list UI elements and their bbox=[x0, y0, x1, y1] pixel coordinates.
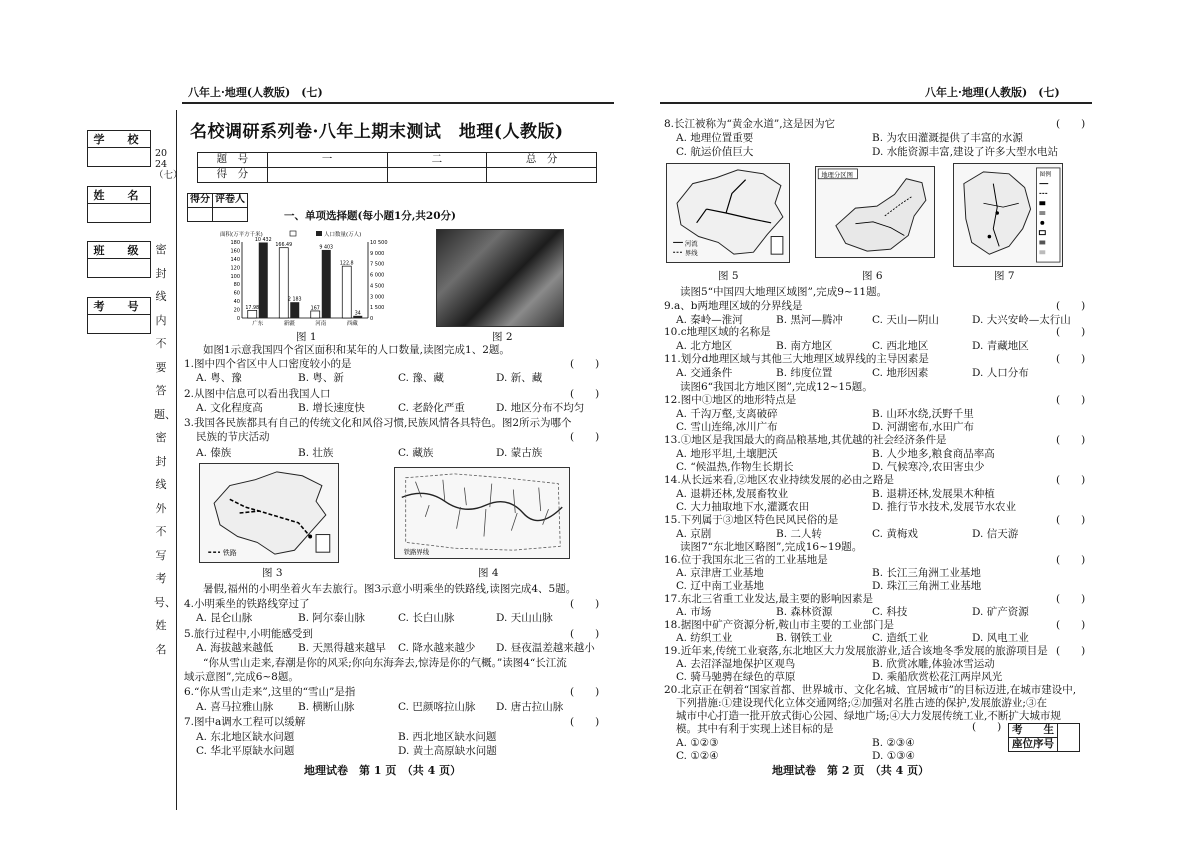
figure-4-caption: 图 4 bbox=[478, 567, 499, 579]
seat-row-1 bbox=[1009, 724, 1080, 738]
grader-score-label: 得分 bbox=[188, 194, 213, 208]
chart-data-label-area: 166.49 bbox=[275, 243, 293, 249]
chart-y-right-tick: 3 000 bbox=[370, 294, 385, 301]
q12-option-b[interactable]: B. 山环水绕,沃野千里 bbox=[872, 408, 974, 420]
chart-category-label: 新疆 bbox=[283, 321, 295, 327]
chart-data-label-population: 34 bbox=[354, 311, 361, 317]
figure-6-title: 地理分区图 bbox=[821, 171, 853, 179]
chart-y-left-tick: 20 bbox=[233, 307, 240, 314]
q20-option-b[interactable]: B. ②③④ bbox=[872, 737, 915, 749]
class-input[interactable] bbox=[88, 259, 150, 277]
chart-y-left-tick: 100 bbox=[230, 273, 240, 280]
intro-q12-15: 读图6“我国北方地区图”,完成12~15题。 bbox=[680, 381, 873, 393]
question-4-stem: 4.小明乘坐的铁路线穿过了 bbox=[184, 598, 310, 610]
chart-y-left-tick: 80 bbox=[233, 282, 240, 289]
intro-q9-11: 读图5“中国四大地理区域图”,完成9~11题。 bbox=[680, 286, 888, 298]
chart-category-label: 河南 bbox=[315, 321, 327, 327]
header-rule-right bbox=[660, 102, 1092, 104]
q19-option-a[interactable]: A. 去沼泽湿地保护区观鸟 bbox=[676, 658, 796, 670]
question-19-stem: 19.近年来,传统工业衰落,东北地区大力发展旅游业,适合该地冬季发展的旅游项目是 bbox=[664, 645, 1048, 657]
question-20-stem-line2: 下列措施:①建设现代化立体交通网络;②加强对名胜古迹的保护,发展旅游业;③在 bbox=[676, 697, 1047, 709]
exam-no-input[interactable] bbox=[88, 315, 150, 333]
q13-option-d[interactable]: D. 气候寒冷,农田害虫少 bbox=[872, 461, 985, 473]
q7-option-a[interactable]: A. 东北地区缺水问题 bbox=[196, 731, 295, 743]
figure-3-railway-map bbox=[199, 463, 339, 563]
answer-paren-1[interactable]: ( ) bbox=[570, 358, 600, 370]
footer-left: 地理试卷 第 1 页 （共 4 页） bbox=[304, 764, 462, 777]
score-table-header-row bbox=[198, 153, 597, 168]
exam-no-label: 考 号 bbox=[88, 298, 150, 315]
q6-option-c[interactable]: C. 巴颜喀拉山脉 bbox=[398, 701, 476, 713]
question-5-stem: 5.旅行过程中,小明能感受到 bbox=[184, 628, 313, 640]
answer-paren-9[interactable]: ( ) bbox=[1056, 300, 1086, 312]
figure-7-northeast-map bbox=[953, 163, 1063, 267]
q15-option-c[interactable]: C. 黄梅戏 bbox=[872, 528, 918, 540]
q5-option-d[interactable]: D. 昼夜温差越来越小 bbox=[496, 642, 595, 654]
chart-y-right-tick: 9 000 bbox=[370, 250, 385, 257]
figure-5-legend-border: 界线 bbox=[684, 249, 698, 258]
figure-6-caption: 图 6 bbox=[862, 270, 883, 282]
q3-option-a[interactable]: A. 傣族 bbox=[196, 447, 232, 459]
q19-option-c[interactable]: C. 骑马驰骋在绿色的草原 bbox=[676, 671, 796, 683]
q16-option-d[interactable]: D. 珠江三角洲工业基地 bbox=[872, 580, 982, 592]
q10-option-d[interactable]: D. 青藏地区 bbox=[972, 340, 1029, 352]
q12-option-a[interactable]: A. 千沟万壑,支离破碎 bbox=[676, 408, 778, 420]
answer-paren-16[interactable]: ( ) bbox=[1056, 554, 1086, 566]
chart-y-right-tick: 4 500 bbox=[370, 283, 385, 290]
answer-paren-19[interactable]: ( ) bbox=[1056, 645, 1086, 657]
score-row-label: 得 分 bbox=[198, 168, 268, 183]
q18-option-d[interactable]: D. 风电工业 bbox=[972, 632, 1029, 644]
q8-option-a[interactable]: A. 地理位置重要 bbox=[676, 132, 754, 144]
q8-option-c[interactable]: C. 航运价值巨大 bbox=[676, 146, 754, 158]
answer-paren-12[interactable]: ( ) bbox=[1056, 394, 1086, 406]
figure-5-regions-map bbox=[666, 163, 790, 263]
seal-line bbox=[176, 110, 177, 810]
score-col-part2: 二 bbox=[387, 153, 487, 168]
q17-option-d[interactable]: D. 矿产资源 bbox=[972, 606, 1029, 618]
q19-option-d[interactable]: D. 乘船欣赏松花江两岸风光 bbox=[872, 671, 1003, 683]
answer-paren-14[interactable]: ( ) bbox=[1056, 474, 1086, 486]
q10-option-b[interactable]: B. 南方地区 bbox=[776, 340, 833, 352]
seat-number-input[interactable] bbox=[1058, 724, 1080, 752]
question-7-stem: 7.图中a调水工程可以缓解 bbox=[184, 716, 306, 728]
chart-y-right-tick: 10 500 bbox=[370, 240, 388, 246]
chart-data-label-area: 167 bbox=[310, 306, 320, 312]
chart-bar-population bbox=[322, 250, 331, 318]
figure-1-chart bbox=[218, 228, 394, 330]
q16-option-b[interactable]: B. 长江三角洲工业基地 bbox=[872, 567, 981, 579]
chart-legend-pop: 人口数量(万人) bbox=[324, 232, 362, 238]
chart-bar-area bbox=[342, 266, 351, 318]
grader-score-cell[interactable] bbox=[188, 208, 213, 222]
q4-option-c[interactable]: C. 长白山脉 bbox=[398, 612, 455, 624]
figure-2-caption: 图 2 bbox=[492, 331, 513, 343]
figure-2-photo bbox=[436, 229, 564, 327]
q13-option-c[interactable]: C. “候温热,作物生长期长 bbox=[676, 461, 794, 473]
q11-option-d[interactable]: D. 人口分布 bbox=[972, 367, 1029, 379]
chart-y-left-tick: 0 bbox=[236, 316, 240, 322]
q20-option-d[interactable]: D. ①③④ bbox=[872, 750, 915, 762]
intro-q1-2: 如图1示意我国四个省区面积和某年的人口数量,读图完成1、2题。 bbox=[203, 344, 510, 356]
q7-option-d[interactable]: D. 黄土高原缺水问题 bbox=[398, 745, 497, 757]
school-input[interactable] bbox=[88, 148, 150, 166]
q12-option-d[interactable]: D. 河湖密布,水田广布 bbox=[872, 421, 975, 433]
answer-paren-7[interactable]: ( ) bbox=[570, 716, 600, 728]
q6-option-a[interactable]: A. 喜马拉雅山脉 bbox=[196, 701, 274, 713]
name-label: 姓 名 bbox=[88, 187, 150, 204]
seat-number-box bbox=[1008, 723, 1080, 752]
score-table-score-row bbox=[198, 168, 597, 183]
class-label: 班 级 bbox=[88, 242, 150, 259]
chart-bar-population bbox=[290, 302, 299, 318]
q4-option-d[interactable]: D. 天山山脉 bbox=[496, 612, 553, 624]
chart-y-right-tick: 7 500 bbox=[370, 261, 385, 268]
answer-paren-8[interactable]: ( ) bbox=[1056, 118, 1086, 130]
question-8-stem: 8.长江被称为“黄金水道”,这是因为它 bbox=[664, 118, 836, 130]
q2-option-a[interactable]: A. 文化程度高 bbox=[196, 402, 263, 414]
chart-y-right-tick: 1 500 bbox=[370, 305, 385, 312]
page-header-right: 八年上·地理(人教版) (七) bbox=[925, 86, 1060, 99]
section-1-title: 一、单项选择题(每小题1分,共20分) bbox=[284, 210, 457, 222]
q20-option-c[interactable]: C. ①②④ bbox=[676, 750, 719, 762]
answer-paren-2[interactable]: ( ) bbox=[570, 388, 600, 400]
question-2-stem: 2.从图中信息可以看出我国人口 bbox=[184, 388, 331, 400]
q13-option-a[interactable]: A. 地形平坦,土壤肥沃 bbox=[676, 448, 778, 460]
q5-option-c[interactable]: C. 降水越来越少 bbox=[398, 642, 476, 654]
question-20-stem-line4: 模。其中有利于实现上述目标的是 bbox=[676, 723, 834, 735]
grader-name-cell[interactable] bbox=[213, 208, 248, 222]
q17-option-c[interactable]: C. 科技 bbox=[872, 606, 908, 618]
q18-option-b[interactable]: B. 钢铁工业 bbox=[776, 632, 833, 644]
q15-option-d[interactable]: D. 信天游 bbox=[972, 528, 1019, 540]
question-20-stem-line1: 20.北京正在朝着“国家首都、世界城市、文化名城、宜居城市”的目标迈进,在城市建设中, bbox=[664, 684, 1077, 696]
answer-paren-17[interactable]: ( ) bbox=[1056, 593, 1086, 605]
q10-option-c[interactable]: C. 西北地区 bbox=[872, 340, 929, 352]
answer-paren-11[interactable]: ( ) bbox=[1056, 353, 1086, 365]
chart-data-label-population: 2 183 bbox=[287, 297, 302, 303]
q9-option-d[interactable]: D. 大兴安岭—太行山 bbox=[972, 314, 1071, 326]
intro-q16-19: 读图7“东北地区略图”,完成16~19题。 bbox=[680, 541, 863, 553]
q11-option-a[interactable]: A. 交通条件 bbox=[676, 367, 733, 379]
chart-bar-area bbox=[248, 310, 257, 318]
question-20-stem-line3: 城市中心打造一批开放式街心公园、绿地广场;④大力发展传统工业,不断扩大城市规 bbox=[676, 710, 1061, 722]
answer-paren-13[interactable]: ( ) bbox=[1056, 434, 1086, 446]
q8-option-d[interactable]: D. 水能资源丰富,建设了许多大型水电站 bbox=[872, 146, 1059, 158]
chart-y-right-tick: 6 000 bbox=[370, 272, 385, 279]
q19-option-b[interactable]: B. 欣赏冰雕,体验冰雪运动 bbox=[872, 658, 995, 670]
q18-option-c[interactable]: C. 造纸工业 bbox=[872, 632, 929, 644]
q4-option-b[interactable]: B. 阿尔泰山脉 bbox=[298, 612, 365, 624]
seat-label-1: 考 生 bbox=[1009, 724, 1058, 738]
q3-option-b[interactable]: B. 壮族 bbox=[298, 447, 334, 459]
question-14-stem: 14.从长远来看,②地区农业持续发展的必由之路是 bbox=[664, 474, 895, 486]
figure-7-caption: 图 7 bbox=[994, 270, 1015, 282]
grader-table bbox=[187, 193, 248, 222]
chart-y-left-tick: 160 bbox=[230, 248, 240, 255]
question-15-stem: 15.下列属于③地区特色民风民俗的是 bbox=[664, 514, 839, 526]
figure-3-caption: 图 3 bbox=[262, 567, 283, 579]
question-10-stem: 10.c地理区域的名称是 bbox=[664, 326, 771, 338]
q13-option-b[interactable]: B. 人少地多,粮食商品率高 bbox=[872, 448, 995, 460]
chart-data-label-area: 17.98 bbox=[245, 305, 260, 311]
chart-y-left-tick: 60 bbox=[233, 290, 240, 297]
figure-7-legend: 图例 bbox=[1039, 171, 1052, 178]
q7-option-c[interactable]: C. 华北平原缺水问题 bbox=[196, 745, 295, 757]
q6-option-b[interactable]: B. 横断山脉 bbox=[298, 701, 355, 713]
page-title: 名校调研系列卷·八年上期末测试 地理(人教版) bbox=[190, 122, 564, 142]
q2-option-c[interactable]: C. 老龄化严重 bbox=[398, 402, 465, 414]
q17-option-b[interactable]: B. 森林资源 bbox=[776, 606, 833, 618]
q2-option-d[interactable]: D. 地区分布不均匀 bbox=[496, 402, 585, 414]
q9-option-a[interactable]: A. 秦岭—淮河 bbox=[676, 314, 743, 326]
answer-paren-4[interactable]: ( ) bbox=[570, 598, 600, 610]
q4-option-a[interactable]: A. 昆仑山脉 bbox=[196, 612, 253, 624]
score-col-part1: 一 bbox=[267, 153, 387, 168]
q1-option-c[interactable]: C. 豫、藏 bbox=[398, 372, 444, 384]
q9-option-c[interactable]: C. 天山—阴山 bbox=[872, 314, 939, 326]
answer-paren-18[interactable]: ( ) bbox=[1056, 619, 1086, 631]
seal-year: 2024（七） bbox=[154, 148, 183, 181]
figure-5-caption: 图 5 bbox=[718, 270, 739, 282]
name-field[interactable] bbox=[87, 186, 151, 223]
question-12-stem: 12.图中①地区的地形特点是 bbox=[664, 394, 797, 406]
question-17-stem: 17.东北三省重工业发达,最主要的影响因素是 bbox=[664, 593, 874, 605]
answer-paren-10[interactable]: ( ) bbox=[1056, 326, 1086, 338]
score-cell-part2[interactable] bbox=[387, 168, 487, 183]
q14-option-a[interactable]: A. 退耕还林,发展畜牧业 bbox=[676, 488, 789, 500]
q10-option-a[interactable]: A. 北方地区 bbox=[676, 340, 733, 352]
score-cell-total[interactable] bbox=[487, 168, 597, 183]
figure-1-caption: 图 1 bbox=[296, 331, 317, 343]
intro-q6-8-line2: 域示意图”,完成6~8题。 bbox=[184, 671, 299, 683]
question-1-stem: 1.图中四个省区中人口密度较小的是 bbox=[184, 358, 352, 370]
answer-paren-6[interactable]: ( ) bbox=[570, 686, 600, 698]
q1-option-b[interactable]: B. 粤、新 bbox=[298, 372, 344, 384]
chart-y-left-tick: 140 bbox=[230, 256, 240, 263]
q14-option-d[interactable]: D. 推行节水技术,发展节水农业 bbox=[872, 501, 1017, 513]
question-6-stem: 6.“你从雪山走来”,这里的“雪山”是指 bbox=[184, 686, 356, 698]
q15-option-b[interactable]: B. 二人转 bbox=[776, 528, 822, 540]
figure-3-legend: 铁路 bbox=[222, 549, 237, 558]
school-label: 学 校 bbox=[88, 131, 150, 148]
chart-category-label: 广东 bbox=[252, 321, 264, 327]
chart-legend-area-swatch bbox=[290, 231, 296, 236]
chart-legend-pop-swatch bbox=[316, 231, 322, 236]
q12-option-c[interactable]: C. 雪山连绵,冰川广布 bbox=[676, 421, 778, 433]
chart-y-right-tick: 0 bbox=[370, 316, 374, 322]
answer-paren-5[interactable]: ( ) bbox=[570, 628, 600, 640]
page-header-left: 八年上·地理(人教版) (七) bbox=[188, 86, 323, 99]
question-13-stem: 13.①地区是我国最大的商品粮基地,其优越的社会经济条件是 bbox=[664, 434, 947, 446]
figure-5-legend-river: 河流 bbox=[684, 239, 698, 248]
answer-paren-15[interactable]: ( ) bbox=[1056, 514, 1086, 526]
intro-q6-8-line1: “你从雪山走来,春潮是你的风采;你向东海奔去,惊涛是你的气概。”读图4“长江流 bbox=[203, 657, 567, 669]
grader-header-row bbox=[188, 194, 248, 208]
class-field[interactable] bbox=[87, 241, 151, 278]
q1-option-d[interactable]: D. 新、藏 bbox=[496, 372, 543, 384]
q14-option-c[interactable]: C. 大力抽取地下水,灌溉农田 bbox=[676, 501, 810, 513]
q1-option-a[interactable]: A. 粤、豫 bbox=[196, 372, 242, 384]
chart-bar-area bbox=[311, 311, 320, 318]
question-3-stem-line2: 民族的节庆活动 bbox=[196, 431, 270, 443]
q14-option-b[interactable]: B. 退耕还林,发展果木种植 bbox=[872, 488, 995, 500]
q6-option-d[interactable]: D. 唐古拉山脉 bbox=[496, 701, 564, 713]
q3-option-c[interactable]: C. 藏族 bbox=[398, 447, 434, 459]
q17-option-a[interactable]: A. 市场 bbox=[676, 606, 712, 618]
header-rule-left bbox=[182, 102, 614, 104]
grader-name-label: 评卷人 bbox=[213, 194, 248, 208]
chart-data-label-population: 9 403 bbox=[319, 245, 334, 251]
footer-right: 地理试卷 第 2 页 （共 4 页） bbox=[772, 764, 930, 777]
q11-option-c[interactable]: C. 地形因素 bbox=[872, 367, 929, 379]
score-table bbox=[197, 152, 597, 183]
q7-option-b[interactable]: B. 西北地区缺水问题 bbox=[398, 731, 497, 743]
q11-option-b[interactable]: B. 纬度位置 bbox=[776, 367, 833, 379]
chart-y-left-tick: 40 bbox=[233, 299, 240, 306]
score-col-total: 总 分 bbox=[487, 153, 597, 168]
q9-option-b[interactable]: B. 黑河—腾冲 bbox=[776, 314, 843, 326]
score-col-label: 题 号 bbox=[198, 153, 268, 168]
q16-option-c[interactable]: C. 辽中南工业基地 bbox=[676, 580, 764, 592]
name-input[interactable] bbox=[88, 204, 150, 222]
school-field[interactable] bbox=[87, 130, 151, 167]
chart-bar-area bbox=[279, 248, 288, 318]
figure-4-yangtze-map bbox=[394, 467, 570, 559]
q5-option-b[interactable]: B. 天黑得越来越早 bbox=[298, 642, 386, 654]
q8-option-b[interactable]: B. 为农田灌溉提供了丰富的水源 bbox=[872, 132, 1023, 144]
chart-data-label-area: 122.8 bbox=[339, 261, 354, 267]
chart-y-left-tick: 180 bbox=[230, 240, 240, 246]
grader-input-row bbox=[188, 208, 248, 222]
q15-option-a[interactable]: A. 京剧 bbox=[676, 528, 712, 540]
q20-option-a[interactable]: A. ①②③ bbox=[676, 737, 719, 749]
question-16-stem: 16.位于我国东北三省的工业基地是 bbox=[664, 554, 828, 566]
exam-no-field[interactable] bbox=[87, 297, 151, 334]
figure-6-north-map bbox=[815, 166, 935, 258]
answer-paren-20[interactable]: ( ) bbox=[972, 721, 1002, 733]
q5-option-a[interactable]: A. 海拔越来越低 bbox=[196, 642, 274, 654]
chart-legend-area: 面积(万平方千米) bbox=[220, 232, 263, 238]
question-9-stem: 9.a、b两地理区域的分界线是 bbox=[664, 300, 803, 312]
chart-category-label: 西藏 bbox=[346, 321, 358, 327]
intro-q4-5: 暑假,福州的小明坐着火车去旅行。图3示意小明乘坐的铁路线,读图完成4、5题。 bbox=[203, 583, 577, 595]
question-11-stem: 11.划分d地理区域与其他三大地理区域界线的主导因素是 bbox=[664, 353, 929, 365]
q2-option-b[interactable]: B. 增长速度快 bbox=[298, 402, 365, 414]
chart-bar-population bbox=[259, 242, 268, 318]
q18-option-a[interactable]: A. 纺织工业 bbox=[676, 632, 733, 644]
figure-4-legend: 铁路界线 bbox=[403, 549, 430, 557]
answer-paren-3[interactable]: ( ) bbox=[570, 431, 600, 443]
chart-data-label-population: 10 432 bbox=[254, 237, 272, 243]
seat-label-2: 座位序号 bbox=[1009, 738, 1058, 752]
question-18-stem: 18.据图中矿产资源分析,鞍山市主要的工业部门是 bbox=[664, 619, 895, 631]
chart-y-left-tick: 120 bbox=[230, 265, 240, 272]
q3-option-d[interactable]: D. 蒙古族 bbox=[496, 447, 543, 459]
score-cell-part1[interactable] bbox=[267, 168, 387, 183]
seal-notice: 密封线内不要答题、密封线外不写考号、姓名 bbox=[154, 243, 176, 656]
q16-option-a[interactable]: A. 京津唐工业基地 bbox=[676, 567, 764, 579]
question-3-stem-line1: 3.我国各民族都具有自己的传统文化和风俗习惯,民族风情各具特色。图2所示为哪个 bbox=[184, 417, 572, 429]
